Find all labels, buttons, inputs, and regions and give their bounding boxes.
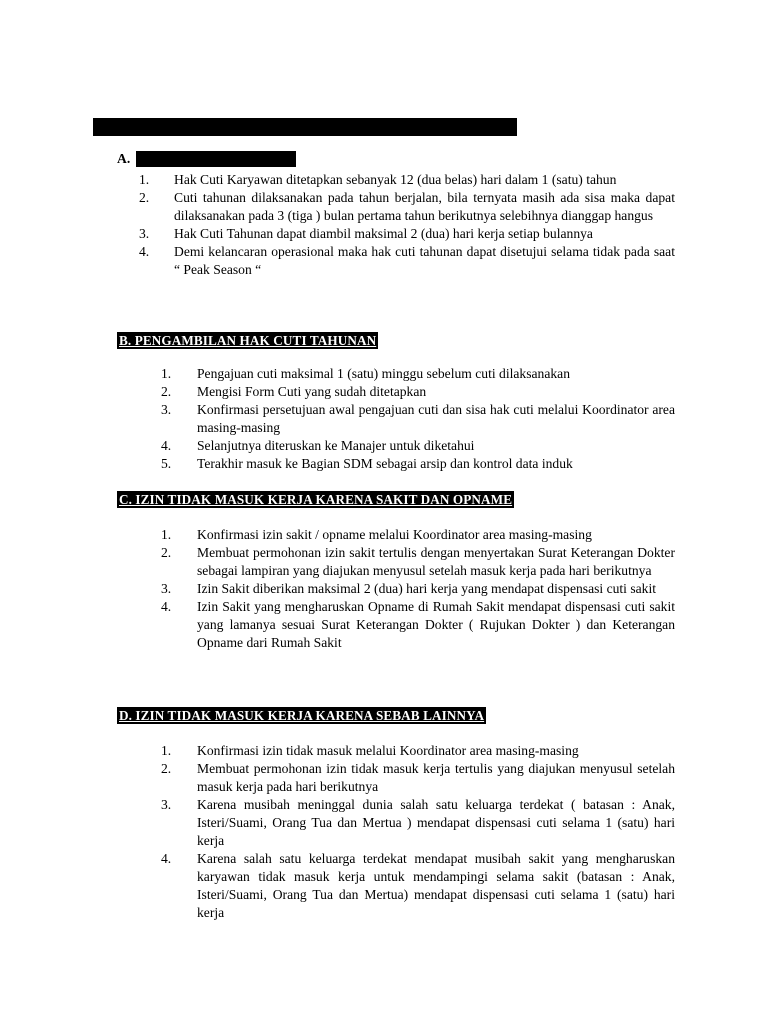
item-text: Karena salah satu keluarga terdekat mendapat musibah sakit yang mengharuskan karyawan tidak masuk kerja untuk mendampingi selama sakit (batasan : Anak, Isteri/Suami, Orang Tua dan Mertua) mendapat dispensasi cuti selama 1 (satu) hari kerja — [197, 851, 675, 920]
item-text: Izin Sakit yang mengharuskan Opname di Rumah Sakit mendapat dispensasi cuti sakit yang lamanya sesuai Surat Keterangan Dokter ( Rujukan Dokter ) dan Keterangan Opname dari Rumah Sakit — [197, 599, 675, 650]
item-text: Terakhir masuk ke Bagian SDM sebagai arsip dan kontrol data induk — [197, 456, 573, 471]
item-text: Konfirmasi izin sakit / opname melalui Koordinator area masing-masing — [197, 527, 592, 542]
list-item — [161, 383, 675, 401]
item-text: Membuat permohonan izin sakit tertulis dengan menyertakan Surat Keterangan Dokter sebagai lampiran yang diajukan menyusul setelah masuk kerja pada hari berikutnya — [197, 545, 675, 578]
list-item — [161, 760, 675, 796]
list-item — [161, 401, 675, 437]
item-number: 2. — [161, 545, 172, 560]
list-item — [139, 171, 675, 189]
list-item — [161, 742, 675, 760]
item-number: 3. — [161, 581, 172, 596]
list-item — [161, 598, 675, 652]
item-text: Konfirmasi izin tidak masuk melalui Koordinator area masing-masing — [197, 743, 579, 758]
item-text: Membuat permohonan izin tidak masuk kerja tertulis yang diajukan menyusul setelah masuk kerja pada hari berikutnya — [197, 761, 675, 794]
item-text: Hak Cuti Karyawan ditetapkan sebanyak 12 (dua belas) hari dalam 1 (satu) tahun — [174, 172, 617, 187]
section-d-list — [161, 742, 675, 922]
section-a-marker: A. — [117, 151, 131, 166]
redacted-section-a-title — [136, 151, 296, 167]
list-item — [161, 580, 675, 598]
item-number: 1. — [161, 743, 172, 758]
item-number: 3. — [139, 226, 150, 241]
section-d-heading: D. IZIN TIDAK MASUK KERJA KARENA SEBAB LAINNYA — [119, 708, 485, 723]
item-number: 4. — [161, 599, 172, 614]
list-item — [161, 365, 675, 383]
section-c-heading: C. IZIN TIDAK MASUK KERJA KARENA SAKIT DAN OPNAME — [119, 492, 513, 507]
item-number: 3. — [161, 797, 172, 812]
section-b-heading: B. PENGAMBILAN HAK CUTI TAHUNAN — [119, 333, 377, 348]
item-text: Cuti tahunan dilaksanakan pada tahun berjalan, bila ternyata masih ada sisa maka dapat dilaksanakan pada 3 (tiga ) bulan pertama tahun berikutnya selebihnya dianggap hangus — [174, 190, 675, 223]
item-number: 4. — [161, 851, 172, 866]
item-text: Pengajuan cuti maksimal 1 (satu) minggu sebelum cuti dilaksanakan — [197, 366, 570, 381]
item-number: 1. — [139, 172, 150, 187]
section-a-list — [139, 171, 675, 279]
list-item — [161, 544, 675, 580]
list-item — [139, 225, 675, 243]
list-item — [161, 850, 675, 922]
list-item — [161, 437, 675, 455]
list-item — [161, 796, 675, 850]
list-item — [139, 189, 675, 225]
section-a-heading — [117, 150, 296, 168]
list-item — [161, 455, 675, 473]
list-item — [139, 243, 675, 279]
section-b-list — [161, 365, 675, 473]
item-text: Mengisi Form Cuti yang sudah ditetapkan — [197, 384, 427, 399]
section-c-list — [161, 526, 675, 652]
item-text: Konfirmasi persetujuan awal pengajuan cuti dan sisa hak cuti melalui Koordinator area masing-masing — [197, 402, 675, 435]
item-text: Izin Sakit diberikan maksimal 2 (dua) hari kerja yang mendapat dispensasi cuti sakit — [197, 581, 657, 596]
item-text: Karena musibah meninggal dunia salah satu keluarga terdekat ( batasan : Anak, Isteri/Suami, Orang Tua dan Mertua ) mendapat dispensasi cuti selama 1 (satu) hari kerja — [197, 797, 675, 848]
item-number: 3. — [161, 402, 172, 417]
item-number: 2. — [161, 384, 172, 399]
item-number: 4. — [161, 438, 172, 453]
list-item — [161, 526, 675, 544]
item-text: Selanjutnya diteruskan ke Manajer untuk diketahui — [197, 438, 475, 453]
item-number: 2. — [161, 761, 172, 776]
item-text: Demi kelancaran operasional maka hak cuti tahunan dapat disetujui selama tidak pada saat “ Peak Season “ — [174, 244, 675, 277]
item-number: 2. — [139, 190, 150, 205]
item-number: 1. — [161, 366, 172, 381]
item-number: 5. — [161, 456, 172, 471]
item-number: 4. — [139, 244, 150, 259]
item-number: 1. — [161, 527, 172, 542]
item-text: Hak Cuti Tahunan dapat diambil maksimal 2 (dua) hari kerja setiap bulannya — [174, 226, 593, 241]
redacted-title-bar — [93, 118, 517, 136]
